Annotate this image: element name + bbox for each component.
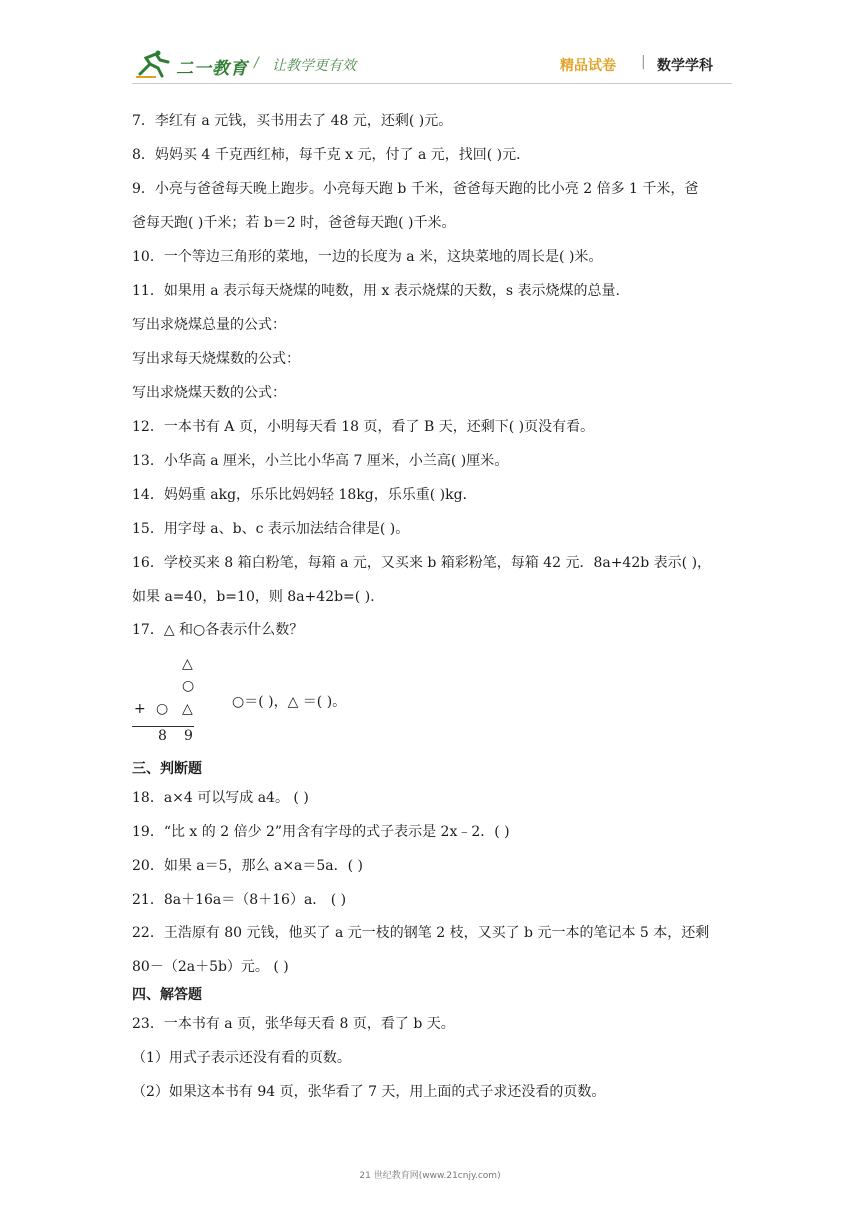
question-23-part2: （2）如果这本书有 94 页，张华看了 7 天，用上面的式子求还没看的页数。 <box>132 1084 606 1100</box>
runner-logo-icon <box>136 50 174 78</box>
sum-line <box>132 726 194 727</box>
question-11-formula-total: 写出求烧煤总量的公式： <box>132 317 286 333</box>
question-18: 18．a×4 可以写成 a4。 ( ) <box>132 790 309 806</box>
question-11-formula-days: 写出求烧煤天数的公式： <box>132 385 286 401</box>
header-separator: | <box>641 54 646 70</box>
section-4-title: 四、解答题 <box>132 987 202 1003</box>
question-20: 20．如果 a＝5，那么 a×a＝5a．( ) <box>132 858 364 874</box>
question-11: 11．如果用 a 表示每天烧煤的吨数，用 x 表示烧煤的天数，s 表示烧煤的总量. <box>132 283 620 299</box>
brand-name: 二一教育 <box>176 59 248 79</box>
question-22-line1: 22．王浩原有 80 元钱，他买了 a 元一枝的钢笔 2 枝，又买了 b 元一本的笔记本 5 本，还剩 <box>132 925 710 941</box>
question-17: 17．△ 和○各表示什么数？ <box>132 622 304 638</box>
header-divider <box>132 83 732 84</box>
question-23-part1: （1）用式子表示还没有看的页数。 <box>132 1050 351 1066</box>
result-digit: 8 <box>158 728 167 744</box>
triangle-symbol: △ <box>182 701 193 717</box>
circle-symbol: ○ <box>156 701 169 717</box>
header-slash: / <box>254 55 259 71</box>
vertical-addition <box>132 654 202 742</box>
question-16-line2: 如果 a=40，b=10，则 8a+42b=( ). <box>132 589 375 605</box>
question-22-line2: 80－（2a＋5b）元。 ( ) <box>132 959 289 975</box>
question-12: 12．一本书有 A 页，小明每天看 18 页，看了 B 天，还剩下( )页没有看。 <box>132 419 595 435</box>
question-23: 23．一本书有 a 页，张华每天看 8 页，看了 b 天。 <box>132 1016 455 1032</box>
result-digit: 9 <box>184 728 193 744</box>
question-15: 15．用字母 a、b、c 表示加法结合律是( )。 <box>132 521 410 537</box>
question-17-answer: ○＝( )，△ ＝( )。 <box>232 694 347 710</box>
circle-symbol: ○ <box>182 678 195 694</box>
plus-sign: + <box>134 701 146 717</box>
page-footer: 21 世纪教育网(www.21cnjy.com) <box>359 1171 501 1181</box>
question-19: 19．“比 x 的 2 倍少 2”用含有字母的式子表示是 2x﹣2．( ) <box>132 824 510 840</box>
question-11-formula-daily: 写出求每天烧煤数的公式： <box>132 351 300 367</box>
question-8: 8．妈妈买 4 千克西红柿，每千克 x 元，付了 a 元，找回( )元． <box>132 147 531 163</box>
question-16-line1: 16．学校买来 8 箱白粉笔，每箱 a 元，又买来 b 箱彩粉笔，每箱 42 元．8a+42b 表示( )， <box>132 555 712 571</box>
paper-tag: 精品试卷 <box>560 58 616 74</box>
question-9-line1: 9．小亮与爸爸每天晚上跑步。小亮每天跑 b 千米，爸爸每天跑的比小亮 2 倍多 1 千米，爸 <box>132 181 699 197</box>
question-13: 13．小华高 a 厘米，小兰比小华高 7 厘米，小兰高( )厘米。 <box>132 453 509 469</box>
question-7: 7．李红有 a 元钱，买书用去了 48 元，还剩( )元。 <box>132 113 453 129</box>
question-9-line2: 爸每天跑( )千米；若 b＝2 时，爸爸每天跑( )千米。 <box>132 215 456 231</box>
triangle-symbol: △ <box>182 656 193 672</box>
question-21: 21．8a＋16a＝（8＋16）a． ( ) <box>132 892 347 908</box>
page-header <box>0 0 860 90</box>
section-3-title: 三、判断题 <box>132 761 202 777</box>
subject-tag: 数学学科 <box>657 58 713 74</box>
question-10: 10．一个等边三角形的菜地，一边的长度为 a 米，这块菜地的周长是( )米。 <box>132 249 603 265</box>
question-14: 14．妈妈重 akg，乐乐比妈妈轻 18kg，乐乐重( )kg． <box>132 487 477 503</box>
brand-slogan: 让教学更有效 <box>272 58 356 74</box>
